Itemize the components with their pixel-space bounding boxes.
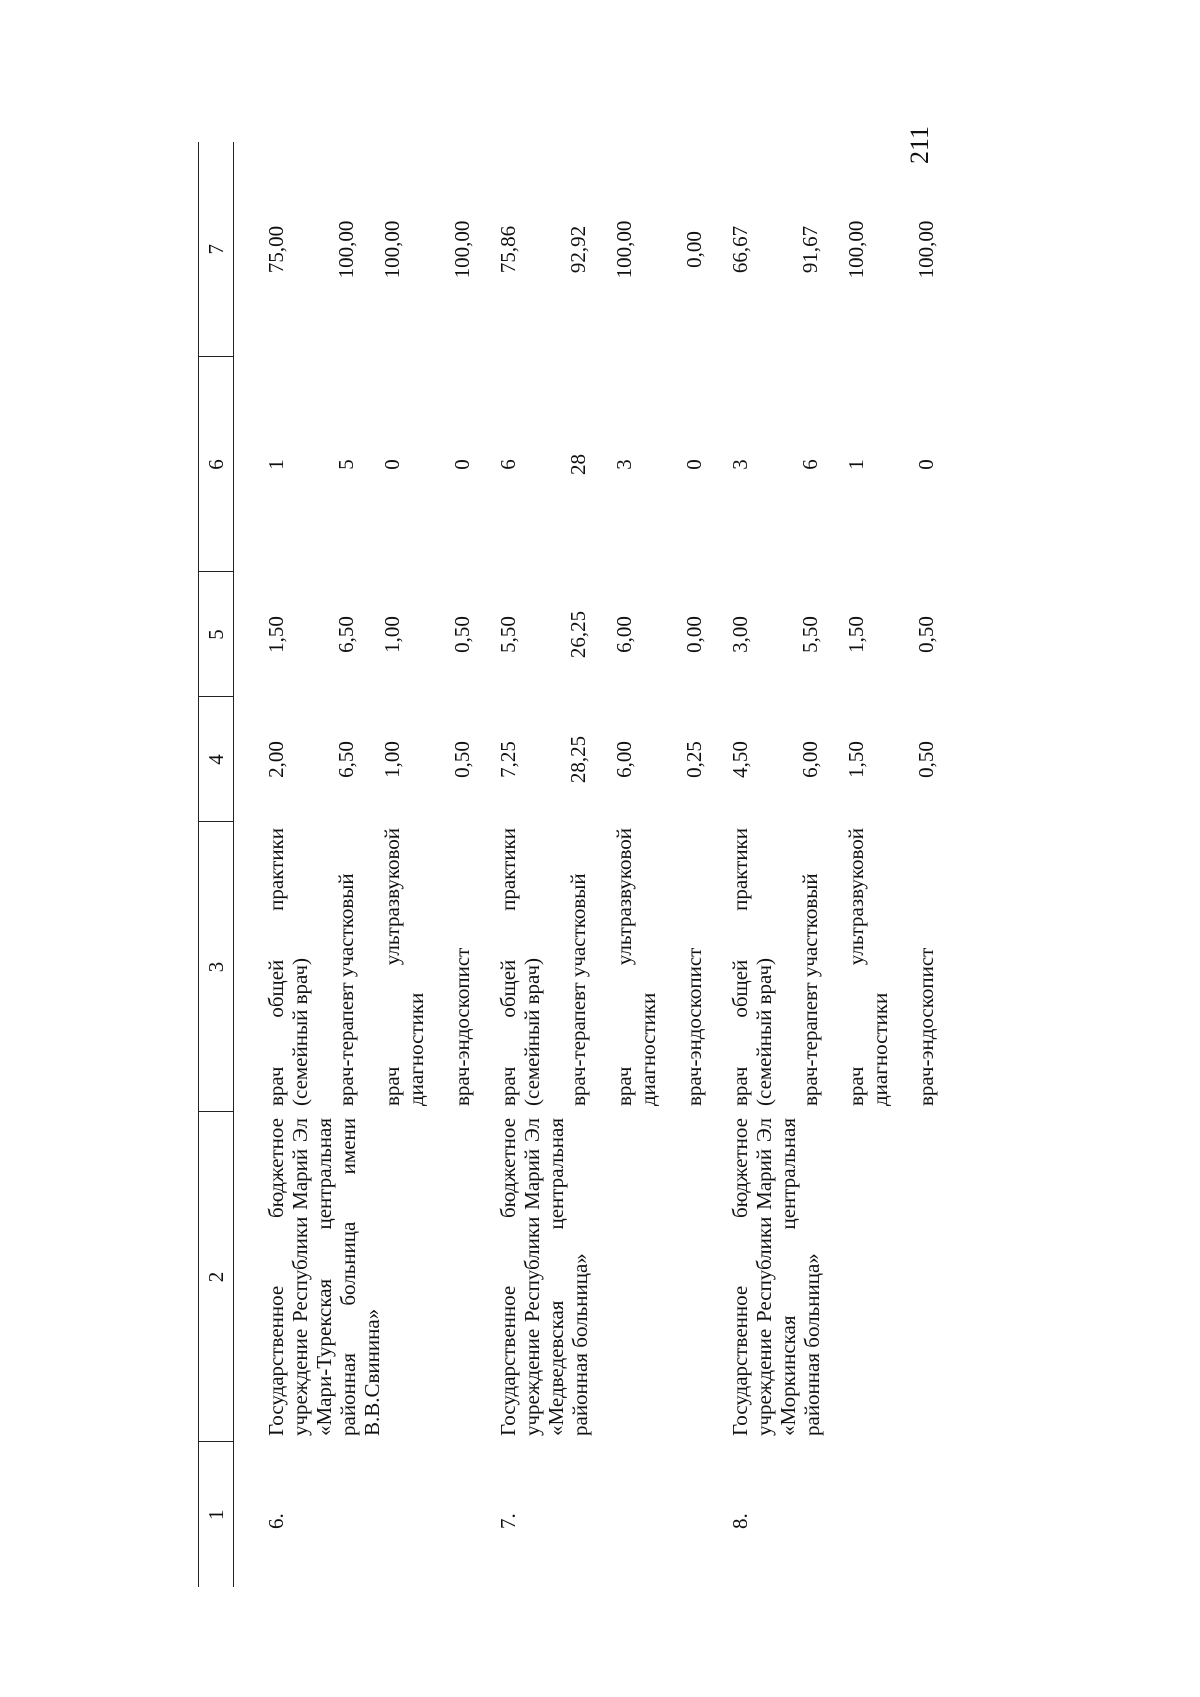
row-number — [312, 1442, 358, 1587]
value-col-4: 28,25 — [566, 735, 590, 784]
table-row — [474, 142, 544, 1587]
value-col-5: 0,00 — [682, 616, 706, 653]
table-header — [199, 142, 234, 1587]
header-col-1: 1 — [199, 1442, 234, 1587]
value-col-7: 100,00 — [612, 220, 636, 279]
value-col-5: 1,00 — [380, 616, 404, 653]
row-number: 7. — [496, 1513, 520, 1529]
table-row — [234, 142, 313, 1587]
row-number — [358, 1442, 428, 1587]
position: врач-терапевт участковый — [566, 873, 590, 1106]
value-col-6: 1 — [264, 459, 288, 470]
value-col-4: 7,25 — [496, 741, 520, 778]
organization-name: Государственное бюджетное учреждение Республики Марий Эл «Моркинская центральная районная больница» — [728, 1118, 824, 1436]
value-col-5: 1,50 — [844, 616, 868, 653]
value-col-6: 6 — [798, 459, 822, 470]
position: врач общей практики (семейный врач) — [728, 828, 776, 1106]
value-col-6: 0 — [682, 459, 706, 470]
value-col-5: 6,50 — [334, 616, 358, 653]
header-col-5: 5 — [199, 572, 234, 697]
value-col-6: 0 — [450, 459, 474, 470]
staffing-table — [198, 142, 938, 1587]
row-number — [590, 1442, 660, 1587]
row-number — [822, 1442, 892, 1587]
value-col-4: 0,50 — [914, 741, 938, 778]
value-col-7: 66,67 — [728, 225, 752, 274]
row-number: 6. — [264, 1513, 288, 1529]
value-col-7: 75,00 — [264, 225, 288, 274]
rotated-table-container — [198, 142, 1008, 1587]
header-col-3: 3 — [199, 822, 234, 1112]
value-col-4: 6,00 — [798, 741, 822, 778]
position: врач-терапевт участковый — [798, 873, 822, 1106]
page-number: 211 — [905, 125, 934, 165]
organization-name: Государственное бюджетное учреждение Республики Марий Эл «Медведевская центральная районная больница» — [496, 1118, 592, 1436]
value-col-6: 1 — [844, 459, 868, 470]
value-col-5: 0,50 — [450, 616, 474, 653]
value-col-6: 0 — [914, 459, 938, 470]
header-col-4: 4 — [199, 697, 234, 822]
value-col-7: 100,00 — [380, 220, 404, 279]
value-col-6: 6 — [496, 459, 520, 470]
row-number: 8. — [728, 1513, 752, 1529]
header-row — [199, 142, 234, 1587]
value-col-5: 26,25 — [566, 610, 590, 659]
value-col-4: 6,50 — [334, 741, 358, 778]
header-col-7: 7 — [199, 142, 234, 357]
position: врач ультразвуковой диагностики — [380, 828, 428, 1106]
header-col-2: 2 — [199, 1112, 234, 1442]
value-col-4: 1,50 — [844, 741, 868, 778]
value-col-7: 100,00 — [334, 220, 358, 279]
value-col-4: 4,50 — [728, 741, 752, 778]
value-col-7: 92,92 — [566, 225, 590, 274]
value-col-6: 3 — [728, 459, 752, 470]
table-row — [706, 142, 776, 1587]
header-col-6: 6 — [199, 357, 234, 572]
value-col-7: 75,86 — [496, 225, 520, 274]
row-number — [428, 1442, 474, 1587]
row-number — [892, 1442, 938, 1587]
value-col-5: 3,00 — [728, 616, 752, 653]
value-col-5: 6,00 — [612, 616, 636, 653]
value-col-7: 100,00 — [914, 220, 938, 279]
position: врач общей практики (семейный врач) — [264, 828, 312, 1106]
value-col-6: 28 — [566, 454, 590, 475]
position: врач ультразвуковой диагностики — [844, 828, 892, 1106]
value-col-4: 0,50 — [450, 741, 474, 778]
position: врач-эндоскопист — [914, 947, 938, 1106]
value-col-4: 2,00 — [264, 741, 288, 778]
value-col-6: 5 — [334, 459, 358, 470]
organization-name: Государственное бюджетное учреждение Республики Марий Эл «Мари-Турекская центральная районная больница имени В.В.Свинина» — [264, 1118, 384, 1436]
value-col-4: 1,00 — [380, 741, 404, 778]
value-col-7: 100,00 — [450, 220, 474, 279]
value-col-4: 6,00 — [612, 741, 636, 778]
value-col-5: 0,50 — [914, 616, 938, 653]
value-col-7: 100,00 — [844, 220, 868, 279]
row-number — [544, 1442, 590, 1587]
row-number — [660, 1442, 706, 1587]
value-col-6: 0 — [380, 459, 404, 470]
value-col-7: 91,67 — [798, 225, 822, 274]
position: врач ультразвуковой диагностики — [612, 828, 660, 1106]
value-col-5: 1,50 — [264, 616, 288, 653]
position: врач-эндоскопист — [450, 947, 474, 1106]
value-col-5: 5,50 — [798, 616, 822, 653]
value-col-4: 0,25 — [682, 741, 706, 778]
value-col-6: 3 — [612, 459, 636, 470]
table-body — [234, 142, 939, 1587]
position: врач общей практики (семейный врач) — [496, 828, 544, 1106]
position: врач-терапевт участковый — [334, 873, 358, 1106]
row-number — [776, 1442, 822, 1587]
value-col-5: 5,50 — [496, 616, 520, 653]
position: врач-эндоскопист — [682, 947, 706, 1106]
value-col-7: 0,00 — [682, 231, 706, 268]
